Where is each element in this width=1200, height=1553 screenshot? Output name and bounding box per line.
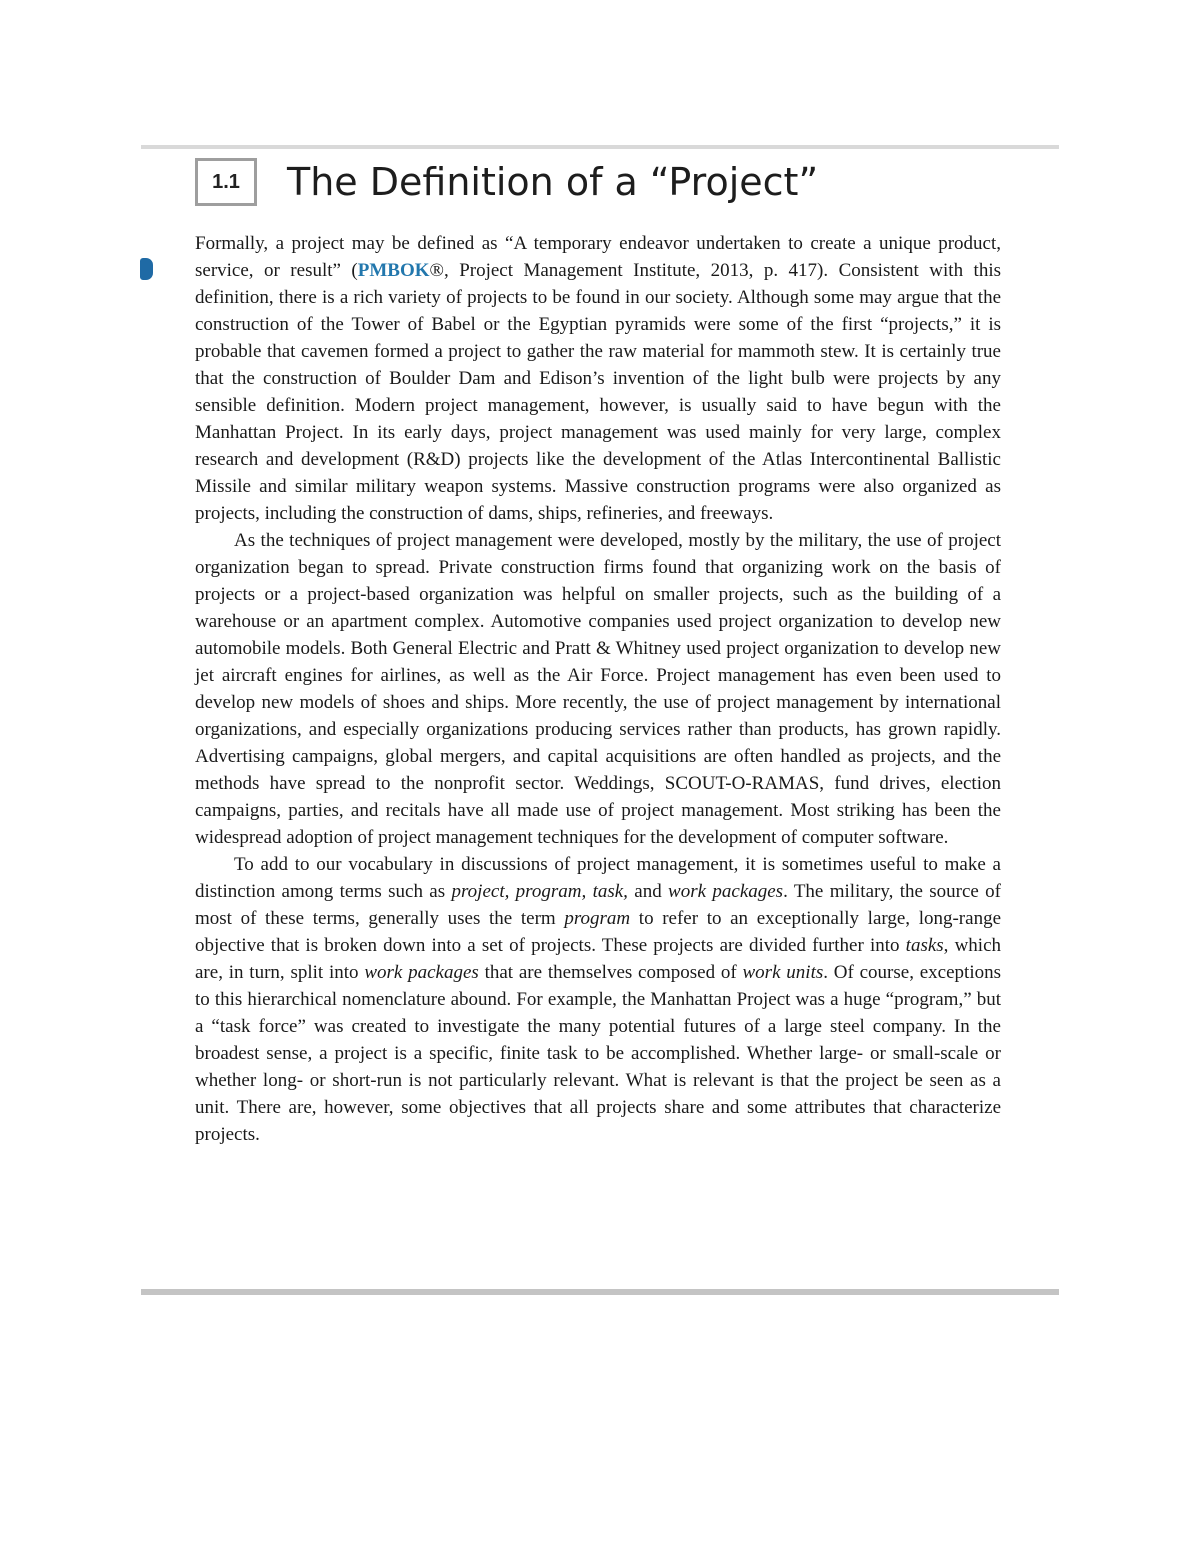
paragraph-3-text: . The military, the source of most of these terms, generally uses the term (195, 881, 1001, 929)
paragraph-1 (195, 230, 1001, 527)
italic-term: tasks (905, 935, 944, 956)
paragraph-3-text: and (627, 881, 669, 902)
margin-marker-icon (140, 258, 153, 280)
paragraph-3 (195, 851, 1001, 1148)
italic-term: work units (742, 962, 824, 983)
body-text (195, 230, 1001, 1148)
italic-term: project, program, task, (451, 881, 628, 902)
paragraph-3-text: . Of course, exceptions to this hierarchical nomenclature abound. For example, the Manhattan Project was a huge “program,” but a “task force” was created to investigate the many potential futures of a large steel company. In the broadest sense, a project is a specific, finite task to be accomplished. Whether large- or small-scale or whether long- or short-run is not particularly relevant. What is relevant is that the project be seen as a unit. There are, however, some objectives that all projects share and some attributes that characterize projects. (195, 962, 1001, 1145)
section-title: The Definition of a “Project” (287, 160, 819, 204)
section-number-box (195, 158, 257, 206)
italic-term: work packages (364, 962, 479, 983)
paragraph-3-text: To add to our vocabulary in discussions of project management, it is sometimes useful to make a distinction among terms such as (195, 854, 1001, 902)
paragraph-1-text: ®, Project Management Institute, 2013, p. 417). Consistent with this definition, there is a rich variety of projects to be found in our society. Although some may argue that the construction of the Tower of Babel or the Egyptian pyramids were some of the first “projects,” it is probable that cavemen formed a project to gather the raw material for mammoth stew. It is certainly true that the construction of Boulder Dam and Edison’s invention of the light bulb were projects by any sensible definition. Modern project management, however, is usually said to have begun with the Manhattan Project. In its early days, project management was used mainly for very large, complex research and development (R&D) projects like the development of the Atlas Intercontinental Ballistic Missile and similar military weapon systems. Massive construction programs were also organized as projects, including the construction of dams, ships, refineries, and freeways. (195, 260, 1001, 524)
paragraph-1-text: Formally, a project may be defined as “A temporary endeavor undertaken to create a unique product, service, or result” ( (195, 233, 1001, 281)
paragraph-3-text: that are themselves composed of (478, 962, 743, 983)
bottom-rule (141, 1289, 1059, 1295)
top-rule (141, 145, 1059, 149)
section-number: 1.1 (212, 170, 240, 193)
pmbok-citation-link[interactable]: PMBOK (357, 260, 430, 281)
italic-term: work packages (668, 881, 784, 902)
paragraph-3-text: to refer to an exceptionally large, long-range objective that is broken down into a set of projects. These projects are divided further into (195, 908, 1001, 956)
italic-term: program (564, 908, 631, 929)
paragraph-3-text: , which are, in turn, split into (195, 935, 1002, 983)
paragraph-2-text: As the techniques of project management were developed, mostly by the military, the use of project organization began to spread. Private construction firms found that organizing work on the basis of projects or a project-based organization was helpful on smaller projects, such as the building of a warehouse or an apartment complex. Automotive companies used project organization to develop new automobile models. Both General Electric and Pratt & Whitney used project organization to develop new jet aircraft engines for airlines, as well as the Air Force. Project management has even been used to develop new models of shoes and ships. More recently, the use of project management by international organizations, and especially organizations producing services rather than products, has grown rapidly. Advertising campaigns, global mergers, and capital acquisitions are often handled as projects, and the methods have spread to the nonprofit sector. Weddings, SCOUT-O-RAMAS, fund drives, election campaigns, parties, and recitals have all made use of project management. Most striking has been the widespread adoption of project management techniques for the development of computer software. (195, 530, 1001, 848)
paragraph-2 (195, 527, 1001, 851)
